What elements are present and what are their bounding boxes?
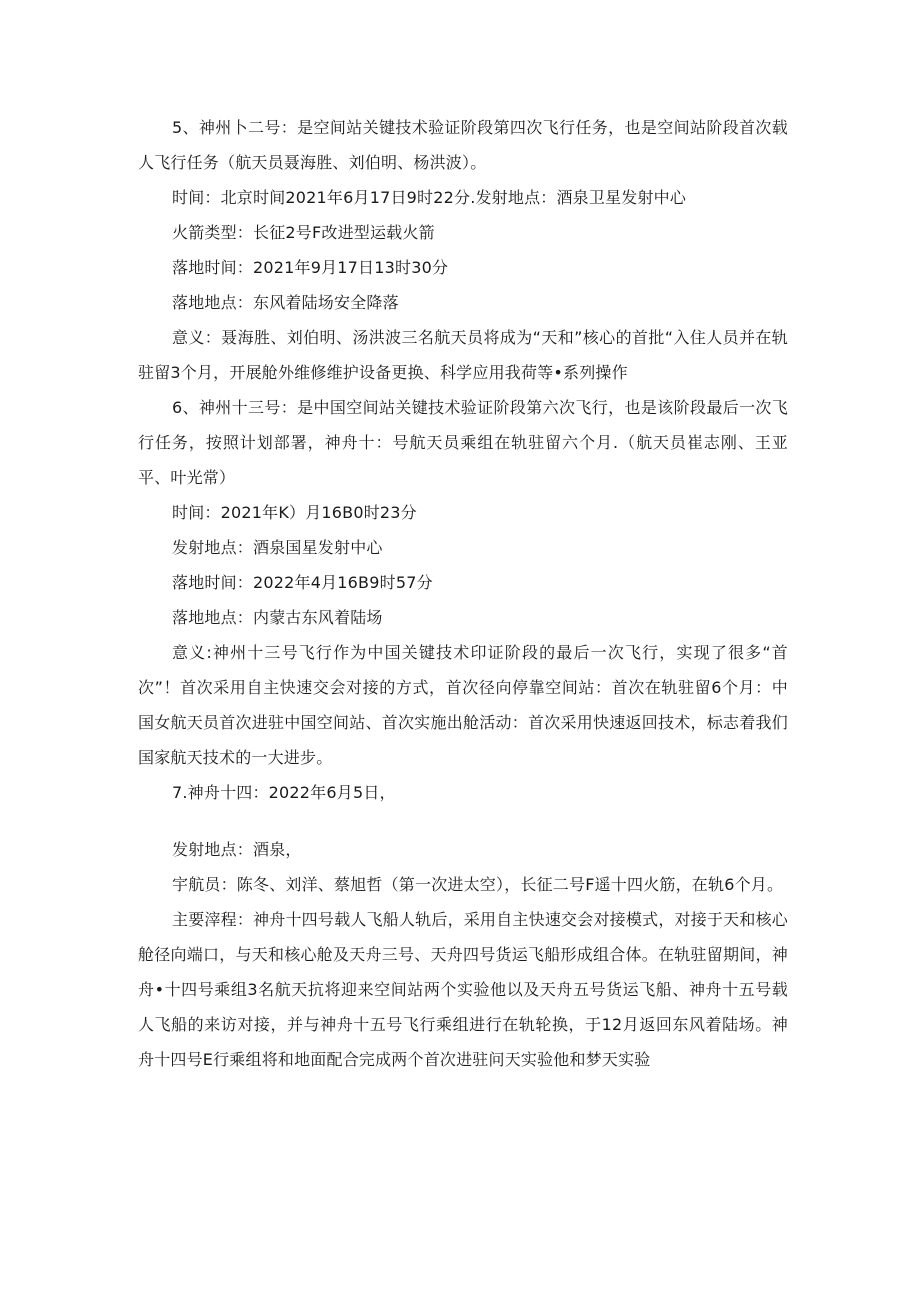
paragraph-shenzhou-12-rocket: 火箭类型：长征2号F改进型运载火箭: [172, 223, 435, 242]
paragraph-shenzhou-13-time: 时间：2021年K）月16B0时23分: [172, 503, 417, 522]
paragraph-shenzhou-12-significance: 意义：聂海胜、刘伯明、汤洪波三名航天员将成为“天和”核心的首批“入住人员并在轨驻留3个月，开展舱外维修维护设备更换、科学应用我荷等•系列操作: [138, 328, 788, 382]
document-page: [138, 110, 788, 1077]
paragraph-shenzhou-14-main-process: 主要滓程：神舟十四号载人飞船人轨后，采用自主快速交会对接模式，对接于天和核心舱径向端口，与天和核心舱及天舟三号、天舟四号货运飞船形成组合体。在轨驻留期间，神舟•十四号乘组3名航天抗将迎来空间站两个实验他以及天舟五号货运飞船、神舟十五号载人飞船的来访对接，并与神舟十五号飞行乘组进行在轨轮换，于12月返回东风着陆场。神舟十四号E行乘组将和地面配合完成两个首次进驻问天实验他和梦天实验: [138, 910, 788, 1069]
paragraph-shenzhou-14-crew: 宇航员：陈冬、刘洋、蔡旭哲（第一次进太空），长征二号F遥十四火筋，在轨6个月。: [172, 875, 784, 894]
paragraph-shenzhou-14-intro: 7.神舟十四：2022年6月5日，: [172, 783, 396, 802]
paragraph-shenzhou-12-time: 时间：北京时间2021年6月17日9时22分.发射地点：酒泉卫星发射中心: [172, 188, 687, 207]
paragraph-shenzhou-12-landing-time: 落地时间：2021年9月17日13时30分: [172, 258, 449, 277]
paragraph-shenzhou-13-significance: 意义:神州十三号飞行作为中国关键技术印证阶段的最后一次飞行，实现了很多“首次”！首次采用自主快速交会对接的方式，首次径向停靠空间站：首次在轨驻留6个月：中国女航天员首次进驻中国空间站、首次实施出舱活动：首次采用快速返回技术，标志着我们国家航天技术的一大进步。: [138, 643, 788, 767]
paragraph-shenzhou-13-intro: 6、神州十三号：是中国空间站关键技术验证阶段第六次飞行，也是该阶段最后一次飞行任务，按照计划部署，神舟十：号航天员乘组在轨驻留六个月.（航天员崔志刚、王亚平、叶光常）: [138, 398, 788, 487]
paragraph-shenzhou-12-intro: 5、神州卜二号：是空间站关键技术验证阶段第四次飞行任务，也是空间站阶段首次载人飞行任务（航天员聂海胜、刘伯明、杨洪波）。: [138, 118, 788, 172]
paragraph-shenzhou-13-landing-site: 落地地点：内蒙古东风着陆场: [172, 608, 383, 627]
paragraph-shenzhou-12-landing-site: 落地地点：东风着陆场安全降落: [172, 293, 399, 312]
paragraph-shenzhou-14-launch-site: 发射地点：酒泉，: [172, 840, 302, 859]
paragraph-shenzhou-13-landing-time: 落地时间：2022年4月16B9时57分: [172, 573, 433, 592]
paragraph-shenzhou-13-launch-site: 发射地点：酒泉国星发射中心: [172, 538, 383, 557]
